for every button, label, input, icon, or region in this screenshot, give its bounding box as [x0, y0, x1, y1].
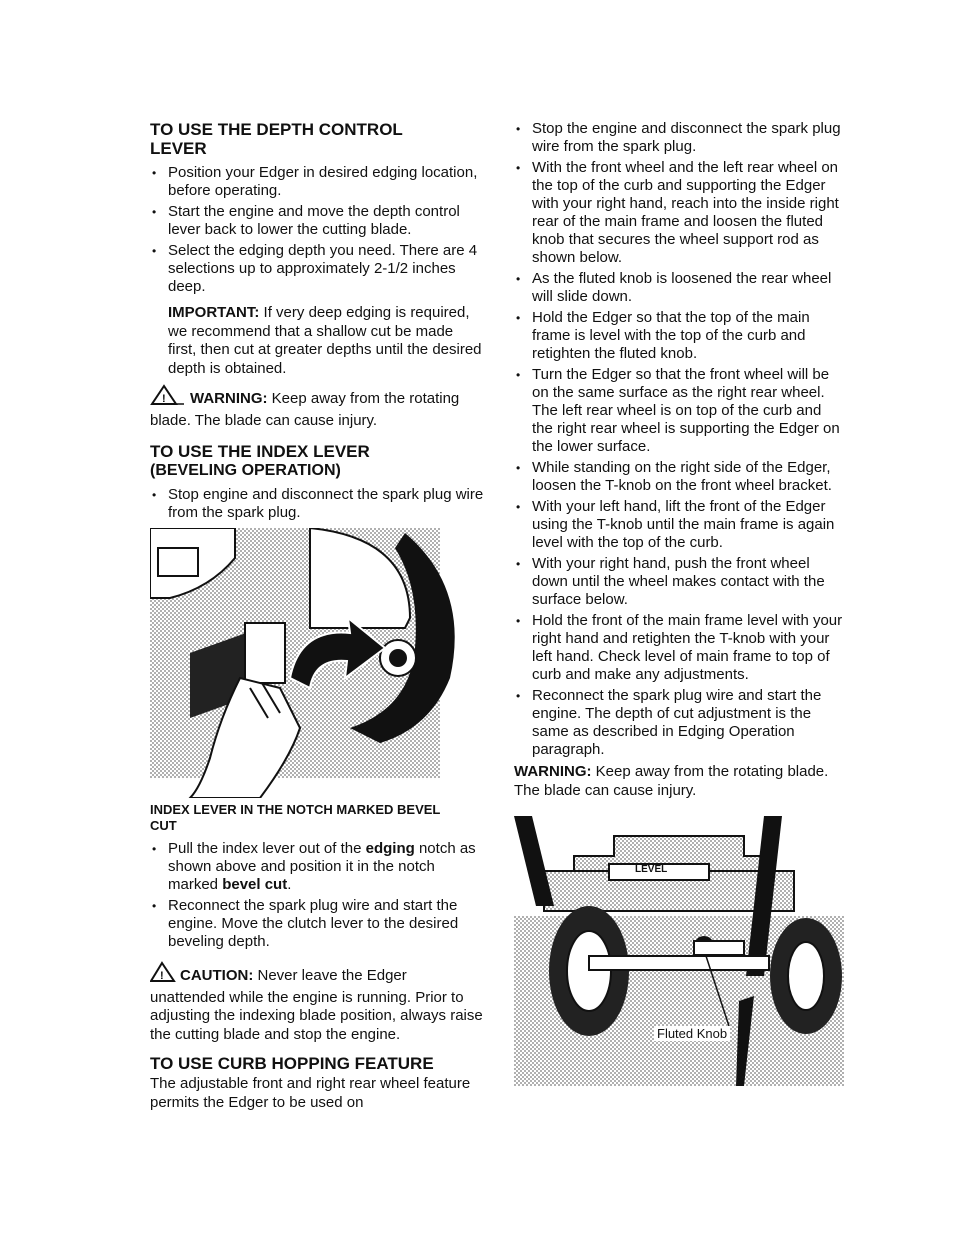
- bold-term-edging: edging: [365, 840, 415, 857]
- level-label: LEVEL: [635, 864, 668, 875]
- curb-hopping-figure: [514, 816, 844, 1086]
- list-item: • Hold the front of the main frame level with your right hand and retighten the T-knob with your left hand. Check level of main frame to top of curb and make any adjustments.: [514, 612, 844, 684]
- bullet-text: Pull the index lever out of the: [168, 840, 366, 857]
- warning-triangle-icon: [150, 961, 176, 989]
- warning-triangle-icon: [150, 384, 186, 412]
- index-lever-list: [150, 486, 485, 522]
- list-item: • Reconnect the spark plug wire and start the engine. The depth of cut adjustment is the same as described in Edging Operation paragraph.: [514, 687, 844, 759]
- list-item: • Hold the Edger so that the top of the main frame is level with the top of the curb and retighten the fluted knob.: [514, 309, 844, 363]
- curb-hopping-illustration: [514, 816, 844, 1086]
- index-lever-heading: TO USE THE INDEX LEVER: [150, 442, 370, 461]
- list-item: • While standing on the right side of the Edger, loosen the T-knob on the front wheel bracket.: [514, 459, 844, 495]
- index-lever-figure: [150, 528, 470, 798]
- list-item: • Stop the engine and disconnect the spark plug wire from the spark plug.: [514, 120, 844, 156]
- depth-control-heading: TO USE THE DEPTH CONTROL LEVER: [150, 120, 403, 158]
- caution-note: [150, 961, 485, 1044]
- list-item: • Turn the Edger so that the front wheel will be on the same surface as the right rear wheel. The left rear wheel is on top of the curb and the right rear wheel is supporting the Edger on the lower surface.: [514, 366, 844, 456]
- index-lever-figure-caption: INDEX LEVER IN THE NOTCH MARKED BEVEL CUT: [150, 802, 441, 833]
- depth-control-list: [150, 164, 485, 296]
- important-text: If very deep edging is required, we recommend that a shallow cut be made first, then cut at greater depths until the desired depth is obtained.: [168, 304, 482, 377]
- left-column: [150, 120, 485, 1112]
- list-item: • With your left hand, lift the front of the Edger using the T-knob until the main frame is again level with the top of the curb.: [514, 498, 844, 552]
- caution-label: CAUTION:: [180, 967, 254, 984]
- warning-text: Keep away from the rotating blade. The blade can cause injury.: [150, 390, 460, 429]
- warning-text: Keep away from the rotating blade. The blade can cause injury.: [514, 763, 829, 799]
- warning-label: WARNING:: [190, 390, 268, 407]
- bold-term-bevel-cut: bevel cut: [222, 876, 288, 893]
- important-label: IMPORTANT:: [168, 304, 260, 321]
- index-lever-illustration: [150, 528, 470, 798]
- list-item: • Position your Edger in desired edging location, before operating.: [150, 164, 485, 200]
- bullet-text: .: [287, 876, 292, 893]
- index-lever-subheading: (BEVELING OPERATION): [150, 462, 341, 479]
- curb-hopping-heading: TO USE CURB HOPPING FEATURE: [150, 1054, 434, 1073]
- list-item: • Start the engine and move the depth control lever back to lower the cutting blade.: [150, 203, 485, 239]
- index-lever-list-2: [150, 840, 485, 951]
- curb-warning-note: [514, 763, 844, 800]
- warning-note: [150, 384, 485, 430]
- list-item: • With your right hand, push the front wheel down until the wheel makes contact with the surface below.: [514, 555, 844, 609]
- svg-text:!: !: [162, 393, 166, 405]
- svg-text:!: !: [160, 970, 164, 982]
- list-item: • Select the edging depth you need. There are 4 selections up to approximately 2-1/2 inches deep.: [150, 242, 485, 296]
- list-item: • Reconnect the spark plug wire and start the engine. Move the clutch lever to the desired beveling depth.: [150, 897, 485, 951]
- warning-label: WARNING:: [514, 763, 592, 780]
- list-item: [150, 840, 485, 894]
- bullet-text: notch as shown above and position it in the notch marked: [168, 840, 476, 893]
- curb-hopping-intro: The adjustable front and right rear wheel feature permits the Edger to be used on: [150, 1075, 471, 1111]
- list-item: • As the fluted knob is loosened the rear wheel will slide down.: [514, 270, 844, 306]
- important-note: [150, 304, 485, 378]
- caution-text: Never leave the Edger unattended while the engine is running. Prior to adjusting the indexing blade position, always raise the cutting blade and stop the engine.: [150, 967, 483, 1043]
- curb-hopping-list: [514, 120, 844, 759]
- list-item: • With the front wheel and the left rear wheel on the top of the curb and supporting the Edger with your right hand, reach into the inside right rear of the main frame and loosen the fluted knob that secures the wheel support rod as shown below.: [514, 159, 844, 267]
- list-item: • Stop engine and disconnect the spark plug wire from the spark plug.: [150, 486, 485, 522]
- right-column: [514, 120, 844, 1086]
- fluted-knob-label: Fluted Knob: [654, 1026, 730, 1041]
